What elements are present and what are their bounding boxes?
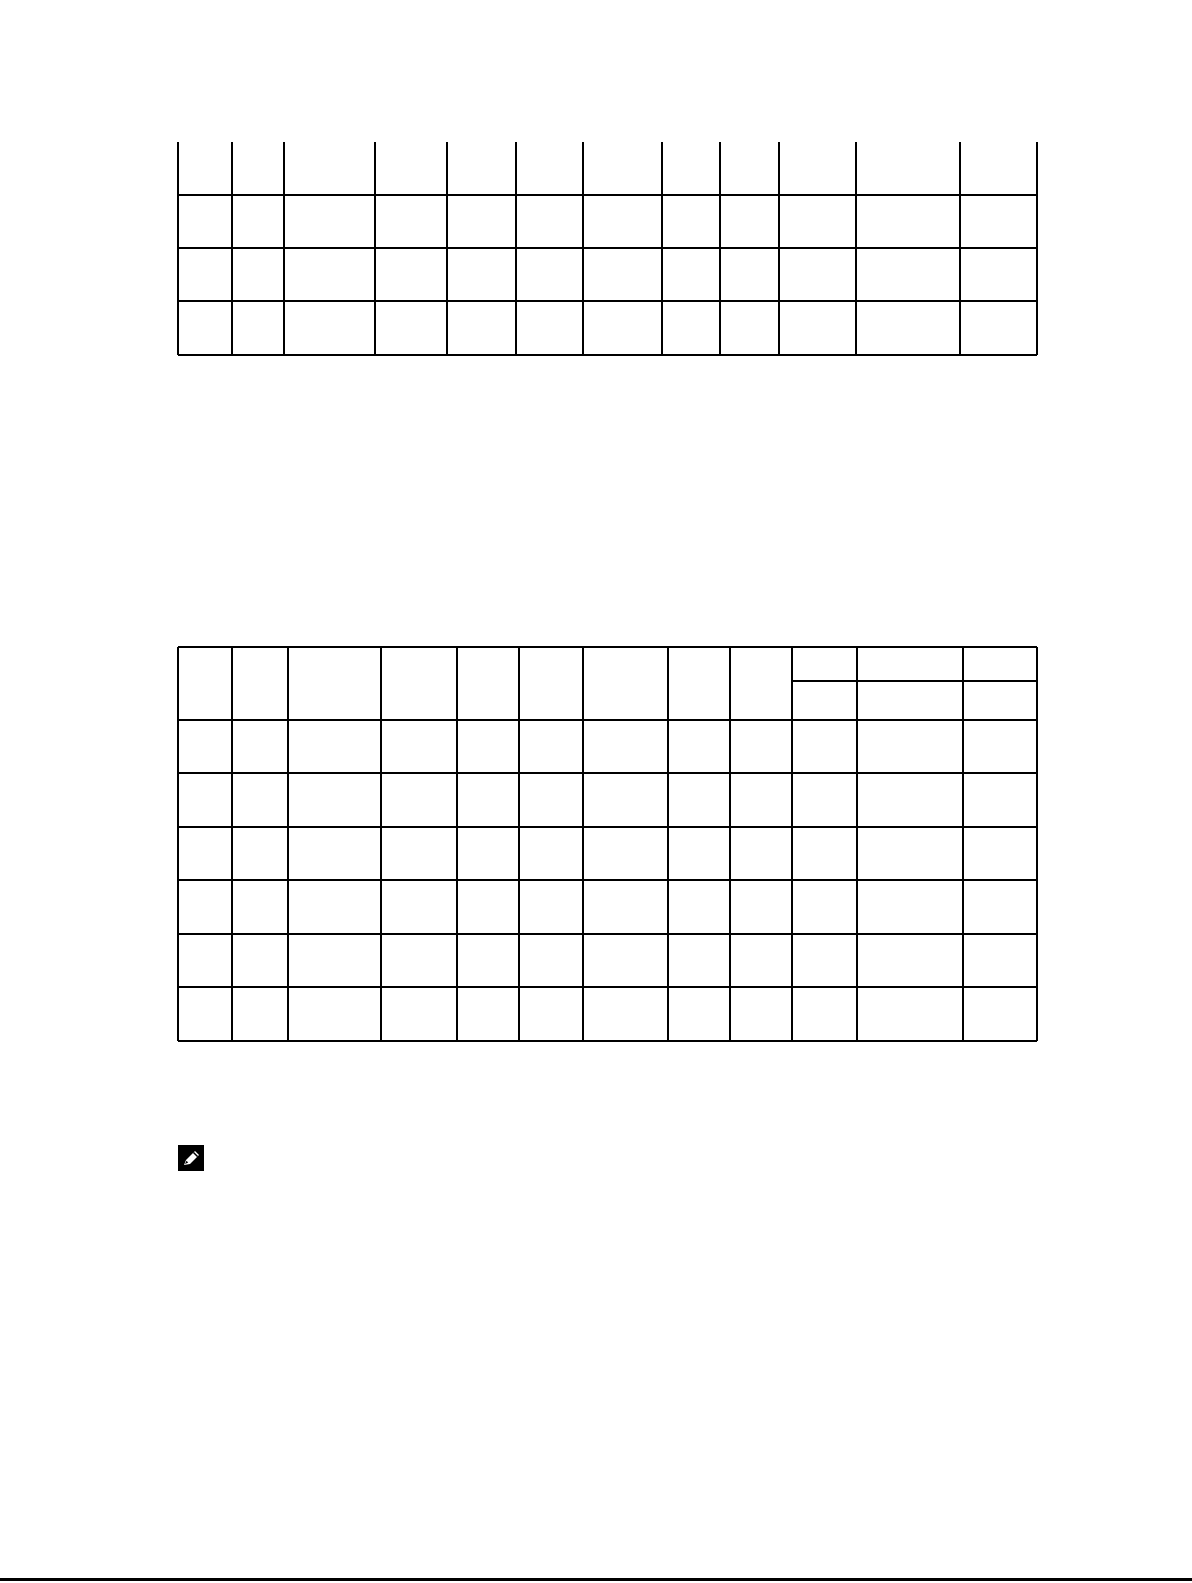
- table-1: [178, 142, 1037, 355]
- note-pencil-icon: [178, 1145, 204, 1171]
- table-2: [178, 647, 1037, 1041]
- page-bottom-rule: [0, 1578, 1192, 1581]
